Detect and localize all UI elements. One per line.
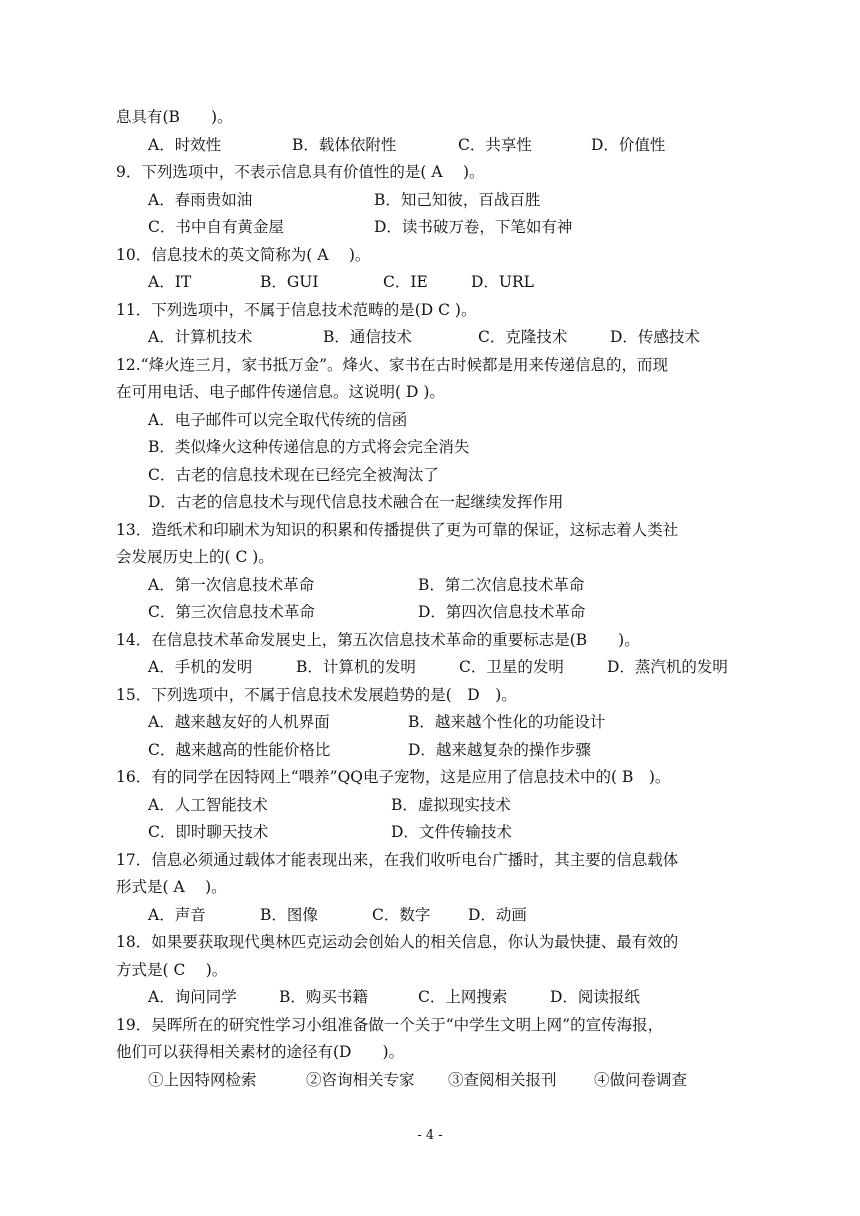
option-a: A．人工智能技术 <box>148 795 268 814</box>
question-17-line-1: 17．信息必须通过载体才能表现出来，在我们收听电台广播时，其主要的信息载体 <box>116 850 679 869</box>
option-a: A．第一次信息技术革命 <box>148 575 315 594</box>
option-d: D．价值性 <box>591 135 666 154</box>
question-11: 11．下列选项中，不属于信息技术范畴的是(D C )。 <box>116 300 477 319</box>
option-3: ③查阅相关报刊 <box>448 1070 557 1089</box>
question-18-line-1: 18．如果要获取现代奥林匹克运动会创始人的相关信息，你认为最快捷、最有效的 <box>116 933 679 951</box>
option-a: A．询问同学 <box>148 988 237 1006</box>
option-b: B．第二次信息技术革命 <box>418 575 585 594</box>
question-15: 15．下列选项中，不属于信息技术发展趋势的是( D )。 <box>116 685 517 704</box>
question-19-options <box>116 1067 756 1095</box>
question-13-options-cd <box>116 599 756 627</box>
option-c: C．越来越高的性能价格比 <box>148 740 331 759</box>
option-b: B．计算机的发明 <box>296 658 416 676</box>
option-d: D．文件传输技术 <box>391 823 512 841</box>
option-c: C．数字 <box>372 905 431 924</box>
option-d: D．蒸汽机的发明 <box>607 658 728 676</box>
question-19-line-2: 他们可以获得相关素材的途径有(D )。 <box>116 1043 405 1061</box>
option-b: B．虚拟现实技术 <box>391 795 511 814</box>
option-c: C．上网搜索 <box>418 988 508 1006</box>
option-c: C．共享性 <box>458 135 532 154</box>
option-a: A．IT <box>148 273 192 291</box>
question-14: 14．在信息技术革命发展史上，第五次信息技术革命的重要标志是(B )。 <box>116 630 640 649</box>
option-d: D．传感技术 <box>610 328 700 346</box>
option-1: ①上因特网检索 <box>148 1070 257 1089</box>
question-8-options <box>116 132 756 160</box>
option-d: D．URL <box>471 273 534 291</box>
question-18-options <box>116 984 756 1012</box>
option-c: C．第三次信息技术革命 <box>148 603 315 621</box>
option-c: C．克隆技术 <box>478 328 568 346</box>
option-a: A．越来越友好的人机界面 <box>148 713 330 731</box>
option-d: D．动画 <box>468 905 527 924</box>
page-number: - 4 - <box>417 1128 443 1143</box>
question-16: 16．有的同学在因特网上“喂养”QQ电子宠物，这是应用了信息技术中的( B )。 <box>116 768 671 786</box>
option-d: D．读书破万卷，下笔如有神 <box>374 218 573 236</box>
question-9-options-ab <box>116 187 756 215</box>
question-17-options <box>116 902 756 930</box>
question-12-option-c: C．古老的信息技术现在已经完全被淘汰了 <box>148 465 439 484</box>
option-2: ②咨询相关专家 <box>306 1070 415 1089</box>
question-15-options-ab <box>116 709 756 737</box>
option-c: C．卫星的发明 <box>459 658 564 676</box>
option-b: B．GUI <box>260 273 319 291</box>
question-10-options <box>116 269 756 297</box>
question-13-options-ab <box>116 572 756 600</box>
option-b: B．购买书籍 <box>279 988 368 1006</box>
option-c: C．即时聊天技术 <box>148 823 269 841</box>
option-b: B．知己知彼，百战百胜 <box>374 190 541 209</box>
option-c: C．IE <box>383 273 428 291</box>
option-a: A．时效性 <box>148 135 222 154</box>
option-4: ④做问卷调查 <box>594 1070 688 1089</box>
question-13-line-2: 会发展历史上的( C )。 <box>116 548 274 566</box>
question-15-options-cd <box>116 737 756 765</box>
body-text <box>116 104 756 1094</box>
question-9-options-cd <box>116 214 756 242</box>
option-d: D．阅读报纸 <box>550 988 640 1006</box>
question-9: 9．下列选项中，不表示信息具有价值性的是( A )。 <box>116 163 485 181</box>
question-12-line-1: 12.“烽火连三月，家书抵万金”。烽火、家书在古时候都是用来传递信息的，而现 <box>116 355 669 374</box>
question-14-options <box>116 654 756 682</box>
option-b: B．图像 <box>260 905 318 924</box>
option-a: A．春雨贵如油 <box>148 190 253 209</box>
question-19-line-1: 19．吴晖所在的研究性学习小组准备做一个关于“中学生文明上网”的宣传海报， <box>116 1015 664 1034</box>
option-b: B．载体依附性 <box>292 135 397 154</box>
question-17-line-2: 形式是( A )。 <box>116 878 227 896</box>
question-12-option-d: D．古老的信息技术与现代信息技术融合在一起继续发挥作用 <box>148 493 564 511</box>
question-16-options-ab <box>116 792 756 820</box>
question-12-option-a: A．电子邮件可以完全取代传统的信函 <box>148 410 408 429</box>
option-b: B．通信技术 <box>323 328 412 346</box>
option-a: A．计算机技术 <box>148 328 253 346</box>
question-18-line-2: 方式是( C )。 <box>116 960 228 979</box>
option-a: A．手机的发明 <box>148 658 253 676</box>
question-8-stem-end: 息具有(B )。 <box>116 108 233 126</box>
option-a: A．声音 <box>148 905 206 924</box>
question-11-options <box>116 324 756 352</box>
option-d: D．越来越复杂的操作步骤 <box>408 740 591 759</box>
question-16-options-cd <box>116 819 756 847</box>
option-c: C．书中自有黄金屋 <box>148 218 284 236</box>
question-10: 10．信息技术的英文简称为( A )。 <box>116 245 371 264</box>
option-d: D．第四次信息技术革命 <box>418 603 586 621</box>
question-12-option-b: B．类似烽火这种传递信息的方式将会完全消失 <box>148 438 470 456</box>
question-12-line-2: 在可用电话、电子邮件传递信息。这说明( D )。 <box>116 383 445 401</box>
option-b: B．越来越个性化的功能设计 <box>408 713 606 731</box>
question-13-line-1: 13．造纸术和印刷术为知识的积累和传播提供了更为可靠的保证，这标志着人类社 <box>116 520 679 539</box>
